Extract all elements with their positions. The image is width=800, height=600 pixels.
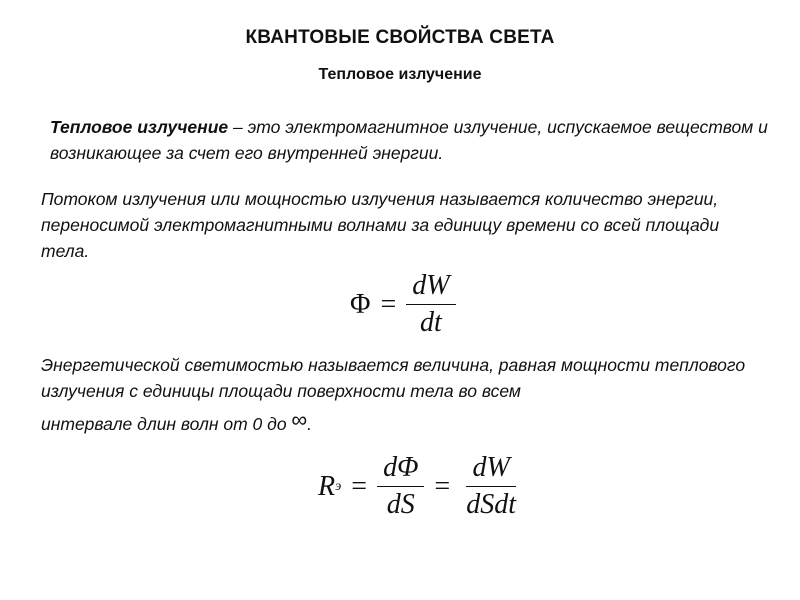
definition-energy-luminosity <box>41 352 776 437</box>
definition-radiation-flux: Потоком излучения или мощностью излучения называется количество энергии, переносимой электромагнитными волнами за единицу времени со всей площади тела. <box>41 189 720 261</box>
term-thermal-radiation: Тепловое излучение <box>50 117 229 137</box>
formula-flux-lhs: Φ <box>350 288 371 320</box>
formula-luminosity-numerator-2: dW <box>466 452 515 487</box>
luminosity-end-period: . <box>307 414 312 434</box>
section-subtitle: Тепловое излучение <box>318 66 482 83</box>
formula-luminosity-fraction-1 <box>377 452 424 521</box>
infinity-symbol: ∞ <box>291 407 308 432</box>
formula-luminosity <box>318 452 522 521</box>
formula-flux <box>350 270 456 339</box>
formula-flux-numerator: dW <box>406 270 455 305</box>
formula-luminosity-denominator-1: dS <box>386 489 415 520</box>
definition-thermal-radiation <box>50 114 770 166</box>
formula-luminosity-subscript: э <box>335 478 342 494</box>
definition-thermal-text: – это электромагнитное излучение, испускаемое веществом и возникающее за счет его внутренней энергии. <box>50 117 768 163</box>
luminosity-last-line-text: интервале длин волн от 0 до <box>41 414 292 434</box>
formula-luminosity-numerator-1: dΦ <box>377 452 424 487</box>
page-title: КВАНТОВЫЕ СВОЙСТВА СВЕТА <box>245 27 555 48</box>
formula-luminosity-denominator-2: dSdt <box>466 489 516 520</box>
formula-flux-equals: = <box>380 288 397 320</box>
formula-flux-fraction <box>406 270 455 339</box>
formula-luminosity-fraction-2 <box>460 452 522 521</box>
formula-luminosity-equals-1: = <box>351 470 368 502</box>
definition-luminosity-text: Энергетической светимостью называется величина, равная мощности теплового излучения с единицы площади поверхности тела во всем <box>41 355 746 401</box>
formula-flux-denominator: dt <box>420 307 442 338</box>
formula-luminosity-equals-2: = <box>434 470 451 502</box>
formula-luminosity-lhs: R <box>318 470 336 502</box>
definition-luminosity-last-line <box>41 407 776 437</box>
